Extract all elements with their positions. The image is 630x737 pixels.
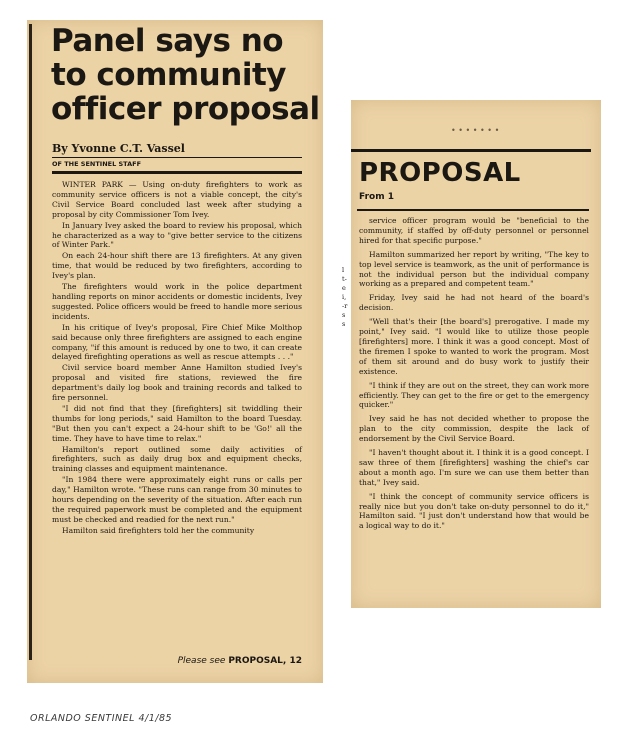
edge-fragment: s [342,320,346,328]
edge-fragment: i, [342,293,347,301]
article-paragraph: Friday, Ivey said he had not heard of the board's decision. [359,293,589,313]
right-clipping [351,100,601,608]
article-paragraph: Hamilton's report outlined some daily activities of firefighters, such as daily drug box and equipment checks, training classes and equipment maintenance. [52,444,302,474]
handwritten-source-note: ORLANDO SENTINEL 4/1/85 [30,713,173,724]
edge-fragment: -r [342,302,348,310]
article-paragraph: Hamilton said firefighters told her the community [62,525,255,535]
article-paragraph: service officer program would be "beneficial to the community, if staffed by off-duty personnel or personnel hired for that specific purpose." [359,216,589,245]
article-paragraph: On each 24-hour shift there are 13 firefighters. At any given time, that would be reduced by two firefighters, according to Ivey's plan. [52,251,302,281]
article-paragraph: "Well that's their [the board's] prerogative. I made my point," Ivey said. "I would like to utilize those people [firefighters] more. I think it was a good concept. Most of the firemen I spoke to wanted to work the program. Most of them sit around and do busy work to justify their existence. [359,317,589,376]
article-paragraph: In his critique of Ivey's proposal, Fire Chief Mike Molthop said because only three firefighters are assigned to each engine company, "if this amount is reduced by one to two, it can create delayed firefighting operations as well as rescue attempts . . ." [52,322,302,362]
article-paragraph: WINTER PARK — Using on-duty firefighters to work as community service officers is not a viable concept, the city's Civil Service Board concluded last week after studying a proposal by city Commissioner Tom Ivey. [52,180,302,219]
edge-fragment: l [342,266,345,274]
article-body [52,180,302,537]
article-paragraph: "I did not find that they [firefighters] sit twiddling their thumbs for long periods," said Hamilton to the board Tuesday. "But then you can't expect a 24-hour shift to be 'Go!' all the time. They have to have time to relax." [52,403,302,443]
staff-line: OF THE SENTINEL STAFF [52,157,302,168]
article-paragraph: Civil service board member Anne Hamilton studied Ivey's proposal and visited fire stations, reviewed the fire department's daily log book and training records and talked to fire personnel. [52,363,302,403]
article-paragraph: In January Ivey asked the board to review his proposal, which he characterized as a way to "give better service to the citizens of Winter Park." [52,220,302,250]
edge-fragment: s [342,311,346,319]
article-paragraph: Ivey said he has not decided whether to propose the plan to the city commission, despite the lack of endorsement by the Civil Service Board. [359,414,589,444]
article-paragraph: "I think if they are out on the street, they can work more efficiently. They can get to the fire or get to the emergency quicker." [359,380,589,410]
article-paragraph: "I haven't thought about it. I think it is a good concept. I saw three of them [firefighters] washing the chief's car about a month ago. I'm sure we can use them better than that," Ivey said. [359,448,589,487]
continuation-body [359,216,589,535]
jump-line [52,656,302,666]
headline [51,24,321,126]
jump-target: PROPOSAL, 12 [228,656,302,666]
article-paragraph: Hamilton summarized her report by writing, "The key to top level service is teamwork, as the unit of performance is not the individual person but the individual company working as a prepared and competent team." [359,249,589,289]
clipping-edge-bar [29,24,32,660]
article-paragraph: "In 1984 there were approximately eight runs or calls per day," Hamilton wrote. "These runs can range from 30 minutes to hours depending on the severity of the situation. After each run the required paperwork must be completed and the equipment must be checked and readied for the next run." [52,475,302,524]
ornament: • • • • • • • [451,126,500,135]
jump-prefix: Please see [177,656,226,666]
divider [351,149,591,152]
from-label: From 1 [359,192,394,202]
divider [357,209,589,211]
byline: By Yvonne C.T. Vassel [52,142,185,155]
article-paragraph: "I think the concept of community service officers is really nice but you don't take on-duty personnel to do it," Hamilton said. "I just don't understand how that would be a logical way to do it." [359,491,589,531]
edge-fragment: e [342,284,346,292]
edge-fragments [342,266,347,329]
continuation-title: PROPOSAL [359,158,521,188]
headline-line: to community [51,57,286,93]
headline-line: Panel says no [51,23,284,59]
headline-line: officer proposal [51,91,320,127]
edge-fragment: t- [342,275,347,283]
article-paragraph: The firefighters would work in the police department handling reports on minor accidents or domestic incidents, Ivey suggested. Police officers would be freed to handle more serious incidents. [52,282,302,321]
left-clipping [27,20,323,683]
divider [52,171,302,174]
